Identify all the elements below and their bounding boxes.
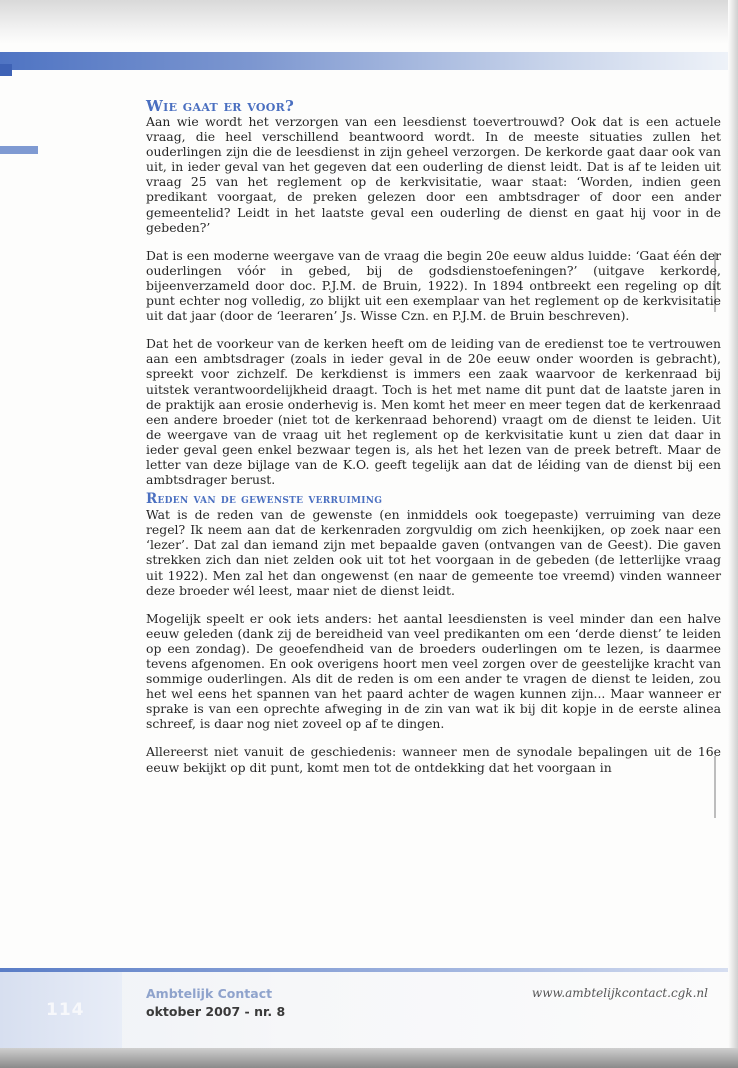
paragraph: Wat is de reden van de gewenste (en inmiddels ook toegepaste) verruiming van deze regel? Ik neem aan dat de kerkenraden zorgvuldig om zich heenkijken, op zoek naar een ‘lezer’. Dat zal dan iemand zijn met bepaalde gaven (ontvangen van de Geest). Die gaven strekken zich dan niet zelden ook uit tot het voorgaan in de gebeden (de letterlijke vraag uit 1922). Men zal het dan ongewenst (en naar de gemeente toe vreemd) vinden wanneer deze broeder wél leest, maar niet de dienst leidt. bbox=[146, 507, 721, 598]
article-body bbox=[146, 98, 721, 788]
top-color-band bbox=[0, 52, 728, 70]
paragraph: Aan wie wordt het verzorgen van een leesdienst toevertrouwd? Ook dat is een actuele vraag, die heel verschillend beantwoord wordt. In de meeste situaties zullen het ouderlingen zijn die de leesdienst in zijn geheel verzorgen. De kerkorde gaat daar ook van uit, in ieder geval van het gegeven dat een ouderling de dienst leidt. Dat is af te leiden uit vraag 25 van het reglement op de kerkvisitatie, waar staat: ‘Worden, indien geen predikant voorgaat, de preken gelezen door een ambtsdrager of door een ander gemeentelid? Leidt in het laatste geval een ouderling de dienst en gaat hij voor in de gebeden?’ bbox=[146, 114, 721, 235]
paragraph: Mogelijk speelt er ook iets anders: het aantal leesdiensten is veel minder dan een halve eeuw geleden (dank zij de bereidheid van veel predikanten om een ‘derde dienst’ te leiden op een zondag). De geoefendheid van de broeders ouderlingen om te lezen, is daarmee tevens afgenomen. En ook overigens hoort men veel zorgen over de geestelijke kracht van sommige ouderlingen. Als dit de reden is om een ander te vragen de dienst te leiden, zou het wel eens het spannen van het paard achter de wagen kunnen zijn... Maar wanneer er sprake is van een oprechte afweging in de zin van wat ik bij dit kopje in de eerste alinea schreef, is daar nog niet zoveel op af te dingen. bbox=[146, 610, 721, 732]
left-accent-square bbox=[0, 64, 12, 76]
section-heading-wie-gaat-er-voor: Wie gaat er voor? bbox=[146, 97, 295, 115]
left-accent-bar bbox=[0, 146, 38, 154]
top-scan-shadow bbox=[0, 0, 738, 44]
paragraph: Allereerst niet vanuit de geschiedenis: wanneer men de synodale bepalingen uit de 16e eeuw bekijkt op dit punt, komt men tot de ontdekking dat het voorgaan in bbox=[146, 744, 721, 775]
paragraph: Dat het de voorkeur van de kerken heeft om de leiding van de eredienst toe te vertrouwen aan een ambtsdrager (zoals in ieder geval in de 20e eeuw onder woorden is gebracht), spreekt voor zichzelf. De kerkdienst is immers een zaak waarvoor de kerkenraad bij uitstek verantwoordelijkheid draagt. Toch is het met name dit punt dat de laatste jaren in de praktijk aan erosie onderhevig is. Men komt het meer en meer tegen dat de kerkenraad een andere broeder (niet tot de kerkenraad behorend) vraagt om de dienst te leiden. Uit de weergave van de vraag uit het reglement op de kerkvisitatie kunt u zien dat daar in ieder geval geen enkel bezwaar tegen is, als het het lezen van de preek betreft. Maar de letter van deze bijlage van de K.O. geeft tegelijk aan dat de léiding van de dienst bij een ambtsdrager berust. bbox=[146, 336, 721, 488]
magazine-name: Ambtelijk Contact bbox=[146, 986, 273, 1001]
right-scan-shadow bbox=[728, 0, 738, 1068]
website-url: www.ambtelijkcontact.cgk.nl bbox=[531, 986, 708, 1000]
magazine-issue: oktober 2007 - nr. 8 bbox=[146, 1004, 286, 1019]
section-heading-reden-verruiming: Reden van de gewenste verruiming bbox=[146, 491, 383, 508]
paragraph: Dat is een moderne weergave van de vraag die begin 20e eeuw aldus luidde: ‘Gaat één der ouderlingen vóór in gebed, bij de godsdienstoefeningen?’ (uitgave kerkorde, bijeenverzameld door doc. P.J.M. de Bruin, 1922). In 1894 ontbreekt een regeling op dit punt echter nog volledig, zo blijkt uit een exemplaar van het reglement op de kerkvisitatie uit dat jaar (door de ‘leeraren’ Js. Wisse Czn. en P.J.M. de Bruin beschreven). bbox=[146, 247, 721, 324]
page-number: 114 bbox=[46, 1000, 85, 1020]
bottom-scan-edge bbox=[0, 1048, 738, 1068]
